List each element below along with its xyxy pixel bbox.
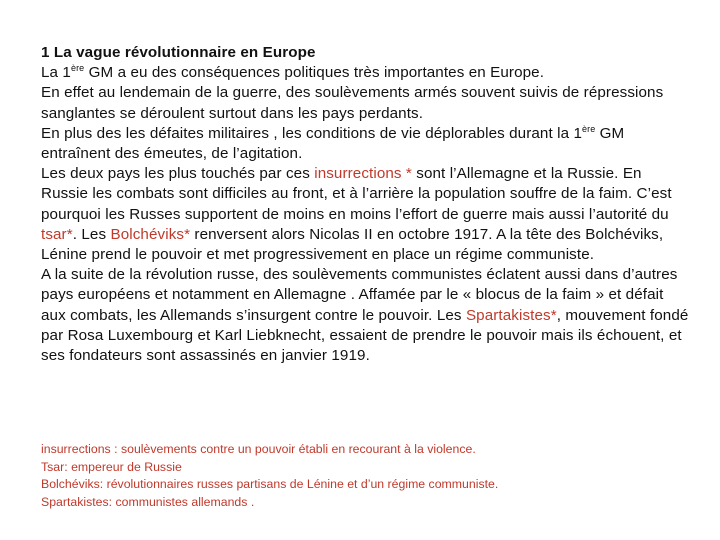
paragraph-1-end: GM a eu des conséquences politiques très importantes en Europe. bbox=[84, 64, 545, 82]
paragraph-4-text-4: renversent alors Nicolas II en octobre 1917. A la tête des Bolchéviks, Lénine prend le pouvoir et met progressivement en place un régime communiste. bbox=[41, 225, 664, 264]
paragraph-5-text-1: A la suite de la révolution russe, des soulèvements communistes éclatent aussi dans d’autres pays européens et notamment en Allemagne . Affamée par le « blocus de la faim » et défait aux combats, les Allemands s’insurgent contre le pouvoir. Les bbox=[41, 266, 678, 324]
paragraph-1-start: La 1 bbox=[41, 64, 71, 82]
superscript-ere: ère bbox=[70, 63, 85, 74]
definition-tsar: Tsar: empereur de Russie bbox=[41, 459, 182, 474]
main-text bbox=[41, 43, 691, 366]
heading: 1 La vague révolutionnaire en Europe bbox=[41, 44, 316, 61]
paragraph-3-start: En plus des les défaites militaires , les conditions de vie déplorables durant la 1 bbox=[41, 124, 583, 142]
paragraph-3-end: GM entraînent des émeutes, de l’agitation. bbox=[41, 124, 625, 163]
paragraph-5-text-2: , mouvement fondé par Rosa Luxembourg et Karl Liebknecht, essaient de prendre le pouvoir mais ils échouent, et ses fondateurs sont assassinés en janvier 1919. bbox=[41, 306, 689, 365]
keyword-bolcheviks: Bolchéviks* bbox=[110, 225, 191, 243]
paragraph-1 bbox=[41, 63, 691, 83]
definition-spartakistes: Spartakistes: communistes allemands . bbox=[41, 494, 255, 509]
paragraph-5 bbox=[41, 265, 691, 366]
keyword-spartakistes: Spartakistes* bbox=[465, 306, 557, 324]
definition-bolcheviks: Bolchéviks: révolutionnaires russes partisans de Lénine et d’un régime communiste. bbox=[41, 477, 499, 492]
superscript-ere: ère bbox=[582, 123, 596, 134]
paragraph-4 bbox=[41, 164, 691, 265]
paragraph-2: En effet au lendemain de la guerre, des soulèvements armés souvent suivis de répressions sanglantes se déroulent surtout dans les pays perdants. bbox=[41, 84, 664, 122]
keyword-tsar: tsar* bbox=[41, 225, 73, 243]
definitions-list bbox=[41, 441, 691, 511]
paragraph-4-text-3: . Les bbox=[72, 225, 111, 243]
paragraph-4-text-2: sont l’Allemagne et la Russie. En Russie les combats sont difficiles au front, et à l’arrière la population souffre de la faim. C’est pourquoi les Russes supportent de moins en moins l’effort de guerre mais aussi l’autorité du bbox=[41, 165, 672, 223]
keyword-insurrections: insurrections * bbox=[314, 165, 412, 183]
paragraph-3 bbox=[41, 124, 691, 164]
definition-insurrections: insurrections : soulèvements contre un pouvoir établi en recourant à la violence. bbox=[41, 442, 476, 456]
paragraph-4-text-1: Les deux pays les plus touchés par ces bbox=[41, 165, 315, 183]
